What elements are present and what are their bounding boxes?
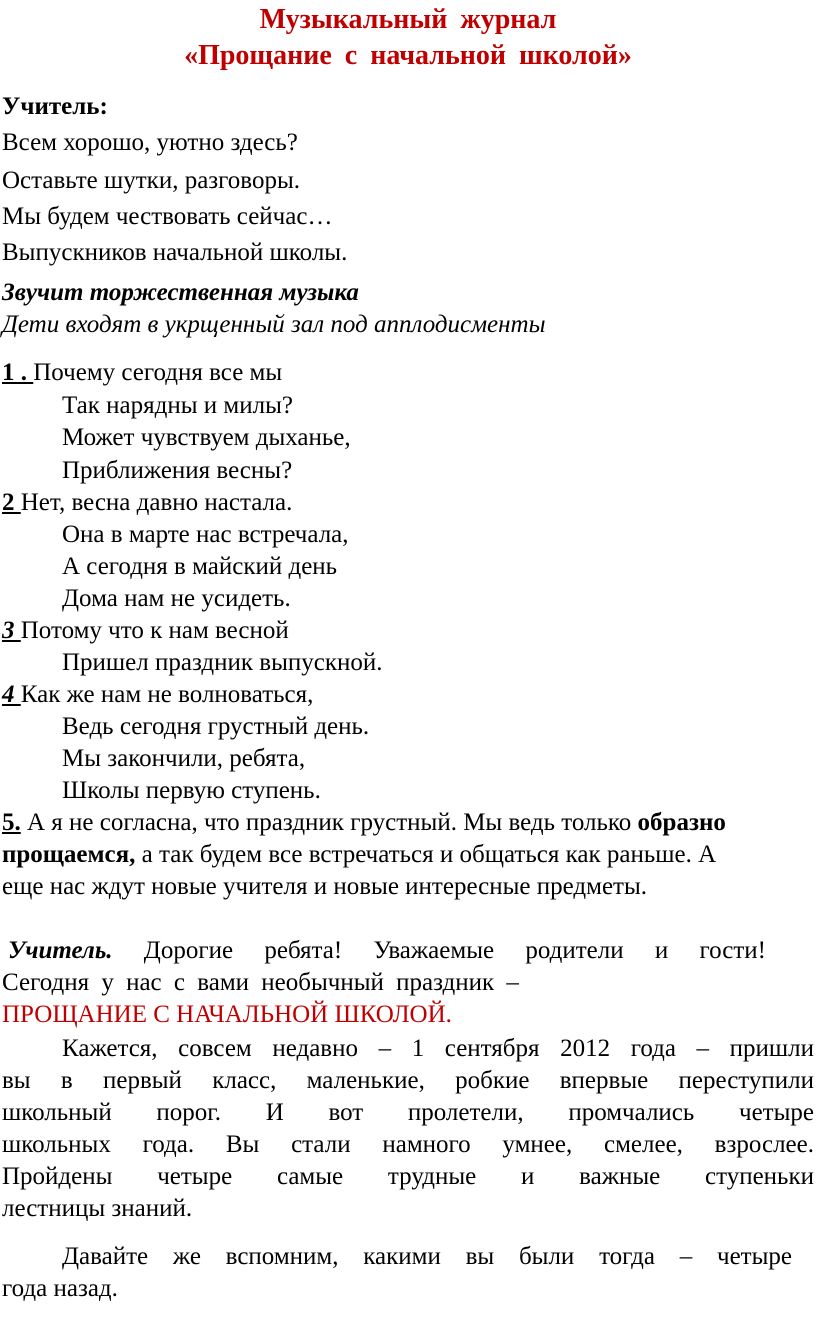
farewell-heading: ПРОЩАНИЕ С НАЧАЛЬНОЙ ШКОЛОЙ. bbox=[2, 1001, 452, 1028]
page-title-line2: «Прощание с начальной школой» bbox=[184, 40, 632, 71]
para-2-line-2: года назад. bbox=[2, 1275, 118, 1302]
verse-3-line-2: Пришел праздник выпускной. bbox=[62, 649, 383, 676]
page-title-line1: Музыкальный журнал bbox=[259, 4, 557, 35]
para-5-line-1: 5. А я не согласна, что праздник грустный. Мы ведь только образно bbox=[2, 809, 726, 836]
para-2-line-1: Давайте же вспомним, какими вы были тогда – четыре bbox=[62, 1243, 792, 1270]
verse-2-line-4: Дома нам не усидеть. bbox=[62, 585, 291, 612]
verse-4-line-3: Мы закончили, ребята, bbox=[62, 745, 306, 772]
stage-direction-children: Дети входят в укрщенный зал под апплодисменты bbox=[2, 311, 546, 338]
verse-number: 2 bbox=[2, 489, 21, 516]
teacher-label: Учитель: bbox=[2, 93, 108, 120]
verse-4-line-4: Школы первую ступень. bbox=[62, 777, 321, 804]
stage-direction-music: Звучит торжественная музыка bbox=[2, 279, 359, 306]
para-1-line-2: вы в первый класс, маленькие, робкие впервые переступили bbox=[2, 1067, 814, 1094]
verse-3-line-1: 3 Потому что к нам весной bbox=[2, 617, 289, 644]
intro-line-2: Оставьте шутки, разговоры. bbox=[2, 167, 300, 194]
para-1-line-4: школьных года. Вы стали намного умнее, смелее, взрослее. bbox=[2, 1131, 814, 1158]
verse-1-line-1: 1 . Почему сегодня все мы bbox=[2, 359, 283, 386]
para-1-line-3: школьный порог. И вот пролетели, промчались четыре bbox=[2, 1099, 814, 1126]
intro-line-1: Всем хорошо, уютно здесь? bbox=[2, 129, 298, 156]
para-1-line-6: лестницы знаний. bbox=[2, 1195, 193, 1222]
verse-number: 4 bbox=[2, 681, 21, 708]
para-5-line-3: еще нас ждут новые учителя и новые интересные предметы. bbox=[2, 873, 648, 900]
verse-4-line-2: Ведь сегодня грустный день. bbox=[62, 713, 370, 740]
verse-1-line-3: Может чувствуем дыханье, bbox=[62, 424, 351, 451]
para-1-line-5: Пройдены четыре самые трудные и важные ступеньки bbox=[2, 1163, 814, 1190]
verse-number: 3 bbox=[2, 617, 21, 644]
para-number: 5. bbox=[2, 809, 21, 836]
teacher-address-line-1: Учитель. Дорогие ребята! Уважаемые родители и гости! bbox=[8, 937, 766, 964]
teacher-label: Учитель. bbox=[8, 937, 113, 964]
teacher-address-line-2: Сегодня у нас с вами необычный праздник – bbox=[2, 969, 519, 996]
intro-line-4: Выпускников начальной школы. bbox=[2, 239, 348, 266]
verse-2-line-1: 2 Нет, весна давно настала. bbox=[2, 489, 293, 516]
verse-2-line-2: Она в марте нас встречала, bbox=[62, 521, 349, 548]
verse-number: 1 . bbox=[2, 359, 34, 386]
para-1-line-1: Кажется, совсем недавно – 1 сентября 2012 года – пришли bbox=[62, 1035, 814, 1062]
verse-2-line-3: А сегодня в майский день bbox=[62, 553, 338, 580]
verse-1-line-4: Приближения весны? bbox=[62, 457, 293, 484]
intro-line-3: Мы будем чествовать сейчас… bbox=[2, 203, 333, 230]
verse-4-line-1: 4 Как же нам не волноваться, bbox=[2, 681, 314, 708]
verse-1-line-2: Так нарядны и милы? bbox=[62, 392, 293, 419]
para-5-line-2: прощаемся, а так будем все встречаться и общаться как раньше. А bbox=[2, 841, 717, 868]
